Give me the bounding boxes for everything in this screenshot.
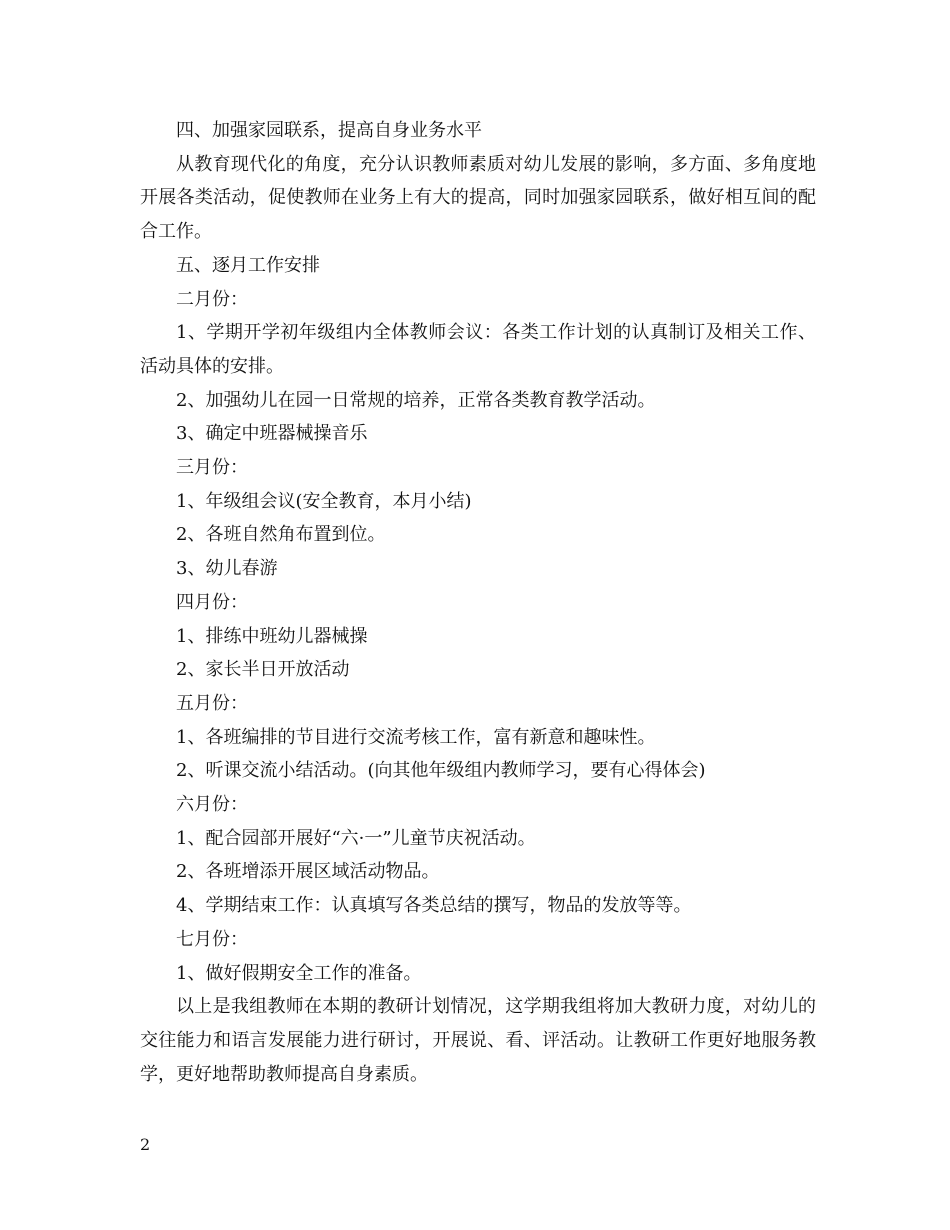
- list-item: 1、学期开学初年级组内全体教师会议：各类工作计划的认真制订及相关工作、活动具体的安排。: [140, 322, 816, 377]
- list-item: 1、配合园部开展好“六·一”儿童节庆祝活动。: [176, 827, 536, 849]
- list-item: 1、排练中班幼儿器械操: [176, 625, 368, 647]
- section-heading-5: 五、逐月工作安排: [176, 254, 320, 276]
- list-item: 4、学期结束工作：认真填写各类总结的撰写，物品的发放等等。: [176, 895, 692, 917]
- list-item: 1、年级组会议(安全教育，本月小结): [176, 490, 472, 512]
- list-item: 2、各班自然角布置到位。: [176, 524, 386, 546]
- list-item: 2、听课交流小结活动。(向其他年级组内教师学习，要有心得体会): [176, 760, 706, 782]
- page-number: 2: [140, 1135, 151, 1154]
- list-item: 2、加强幼儿在园一日常规的培养，正常各类教育教学活动。: [176, 389, 656, 411]
- month-heading-april: 四月份：: [176, 591, 248, 613]
- month-heading-june: 六月份：: [176, 794, 248, 816]
- list-item: 3、幼儿春游: [176, 558, 278, 580]
- month-heading-march: 三月份：: [176, 457, 248, 479]
- month-heading-february: 二月份：: [176, 288, 248, 310]
- section-heading-4: 四、加强家园联系，提高自身业务水平: [176, 120, 482, 141]
- month-heading-july: 七月份：: [176, 928, 248, 950]
- list-item: 2、家长半日开放活动: [176, 659, 350, 681]
- list-item: 1、各班编排的节目进行交流考核工作，富有新意和趣味性。: [176, 726, 656, 748]
- month-heading-may: 五月份：: [176, 692, 248, 714]
- list-item: 2、各班增添开展区域活动物品。: [176, 861, 440, 883]
- body-paragraph: 从教育现代化的角度，充分认识教师素质对幼儿发展的影响，多方面、多角度地开展各类活动，促使教师在业务上有大的提高，同时加强家园联系，做好相互间的配合工作。: [140, 153, 816, 243]
- list-item: 3、确定中班器械操音乐: [176, 423, 368, 445]
- list-item: 1、做好假期安全工作的准备。: [176, 962, 422, 984]
- document-body: [140, 114, 816, 1091]
- closing-paragraph: 以上是我组教师在本期的教研计划情况，这学期我组将加大教研力度，对幼儿的交往能力和语言发展能力进行研讨，开展说、看、评活动。让教研工作更好地服务教学，更好地帮助教师提高自身素质。: [140, 996, 816, 1085]
